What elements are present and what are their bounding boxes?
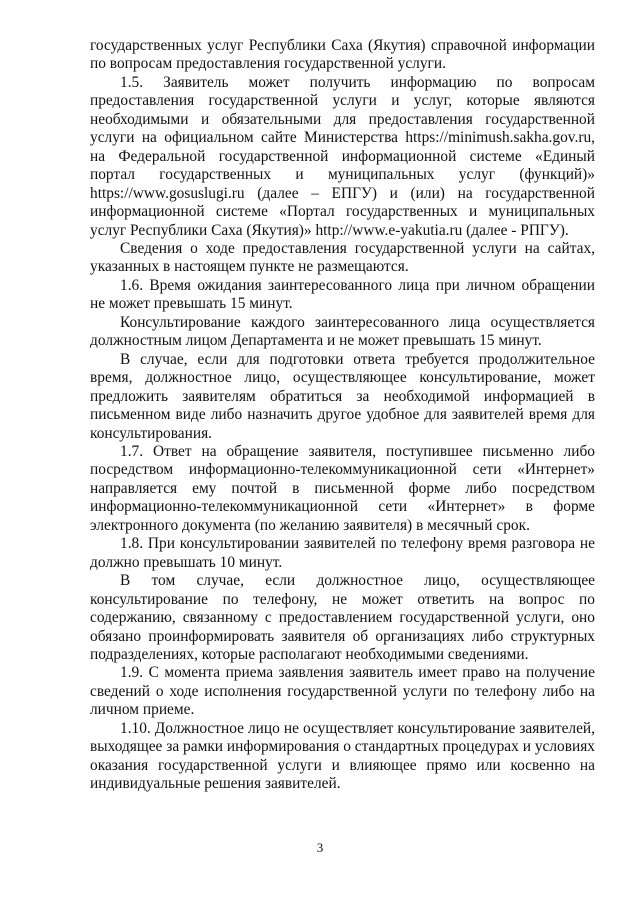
paragraph-1-8: 1.8. При консультировании заявителей по телефону время разговора не должно превышать 10 минут.: [90, 535, 595, 571]
document-body: [90, 37, 595, 794]
paragraph-continuation: государственных услуг Республики Саха (Якутия) справочной информации по вопросам предоставления государственной услуги.: [90, 37, 595, 73]
paragraph-1-9: 1.9. С момента приема заявления заявитель имеет право на получение сведений о ходе исполнения государственной услуги по телефону либо на личном приеме.: [90, 664, 595, 719]
paragraph-1-6: 1.6. Время ожидания заинтересованного лица при личном обращении не может превышать 15 минут.: [90, 276, 595, 313]
paragraph-consulting: Консультирование каждого заинтересованного лица осуществляется должностным лицом Департамента и не может превышать 15 минут.: [90, 313, 595, 350]
paragraph-1-5: 1.5. Заявитель может получить информацию по вопросам предоставления государственной услуги и услуг, которые являются необходимыми и обязательными для предоставления государственной услуги на официальном сайте Министерства https://minimush.sakha.gov.ru, на Федеральной государственной информационной системе «Единый портал государственных и муниципальных услуг (функций)» https://www.gosuslugi.ru (далее – ЕПГУ) и (или) на государственной информационной системе «Портал государственных и муниципальных услуг Республики Саха (Якутия)» http://www.e-yakutia.ru (далее - РПГУ).: [90, 73, 595, 239]
paragraph-long-answer: В случае, если для подготовки ответа требуется продолжительное время, должностное лицо, осуществляющее консультирование, может предложить заявителям обратиться за необходимой информацией в письменном виде либо назначить другое удобное для заявителей время для консультирования.: [90, 350, 595, 442]
paragraph-1-10: 1.10. Должностное лицо не осуществляет консультирование заявителей, выходящее за рамки информирования о стандартных процедурах и условиях оказания государственной услуги и влияющее прямо или косвенно на индивидуальные решения заявителей.: [90, 719, 595, 793]
paragraph-status-info: Сведения о ходе предоставления государственной услуги на сайтах, указанных в настоящем пункте не размещаются.: [90, 239, 595, 276]
paragraph-1-7: 1.7. Ответ на обращение заявителя, поступившее письменно либо посредством информационно-телекоммуникационной сети «Интернет» направляется ему почтой в письменной форме либо посредством информационно-телекоммуникационной сети «Интернет» в форме электронного документа (по желанию заявителя) в месячный срок.: [90, 442, 595, 534]
paragraph-phone-redirect: В том случае, если должностное лицо, осуществляющее консультирование по телефону, не может ответить на вопрос по содержанию, связанному с предоставлением государственной услуги, оно обязано проинформировать заявителя об организациях либо структурных подразделениях, которые располагают необходимыми сведениями.: [90, 572, 595, 663]
page-number: 3: [316, 840, 324, 855]
